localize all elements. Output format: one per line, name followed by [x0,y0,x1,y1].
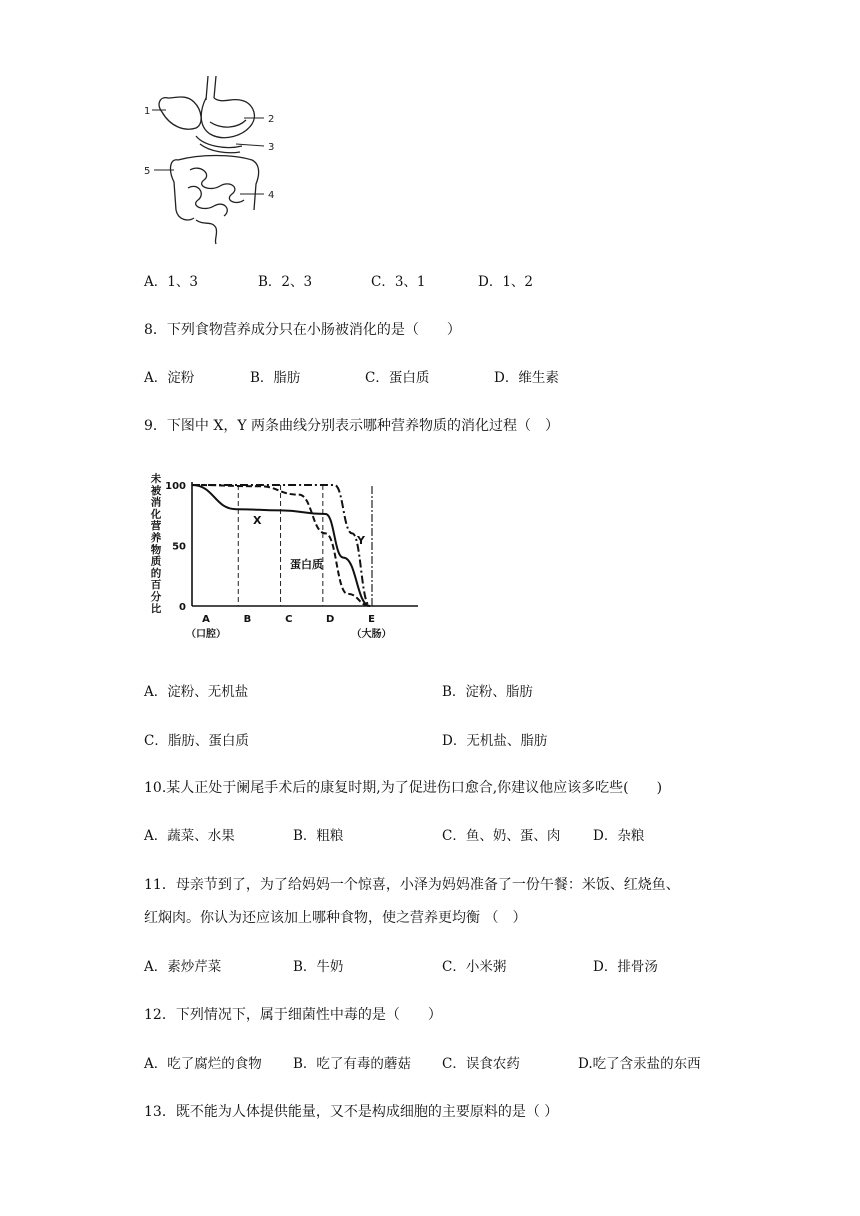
y-label-char: 养 [150,532,162,544]
y-label-char: 物 [150,543,162,556]
q9-option-d: D．无机盐、脂肪 [442,733,548,749]
x-category-note: （口腔） [186,629,226,640]
q11-option-b: B．牛奶 [293,959,344,975]
x-category-note: （大肠） [351,629,392,640]
q8-stem: 8．下列食物营养成分只在小肠被消化的是（ ） [144,322,461,338]
y-label-char: 的 [150,567,162,580]
q11-option-a: A．素炒芹菜 [144,959,222,975]
y-label-char: 被 [150,484,162,497]
q12-option-c: C．误食农药 [442,1056,520,1072]
q7-option-a: A．1、3 [144,274,198,290]
y-label-char: 分 [150,591,162,603]
q10-stem: 10.某人正处于阑尾手术后的康复时期,为了促进伤口愈合,你建议他应该多吃些( ) [144,780,663,796]
x-category-label: B [243,614,252,625]
y-tick-label: 0 [179,602,186,613]
y-label-char: 消 [150,496,162,509]
q9-stem: 9．下图中 X，Y 两条曲线分别表示哪种营养物质的消化过程（ ） [144,418,560,434]
q12-stem: 12．下列情况下，属于细菌性中毒的是（ ） [144,1007,442,1023]
digestive-system-diagram [140,70,290,245]
q7-option-b: B．2、3 [258,274,313,290]
q12-option-d: D.吃了含汞盐的东西 [578,1056,701,1072]
q10-option-a: A．蔬菜、水果 [144,828,235,844]
q12-option-a: A．吃了腐烂的食物 [144,1056,262,1072]
y-label-char: 百 [150,579,162,592]
y-axis-label [150,472,162,615]
q11-option-c: C．小米粥 [442,959,507,975]
y-label-char: 未 [150,473,162,485]
y-label-char: 化 [150,508,162,521]
q11-option-d: D．排骨汤 [593,959,658,975]
q13-stem: 13．既不能为人体提供能量，又不是构成细胞的主要原料的是（ ） [144,1104,559,1120]
q9-option-c: C．脂肪、蛋白质 [144,733,249,749]
x-category-label: A [202,614,210,625]
diagram-label-3: 3 [268,142,275,153]
q7-option-c: C．3、1 [371,274,426,290]
diagram-label-1: 1 [144,106,151,117]
y-tick-label: 100 [165,481,186,492]
y-tick-label: 50 [172,541,186,553]
q8-option-d: D．维生素 [494,370,559,386]
q12-option-b: B．吃了有毒的蘑菇 [293,1056,411,1072]
series-label-x: X [253,514,262,527]
diagram-label-5: 5 [144,166,151,177]
y-label-char: 质 [150,555,162,568]
x-category-label: C [285,614,293,625]
q9-option-a: A．淀粉、无机盐 [144,684,249,700]
q10-option-d: D．杂粮 [593,828,645,844]
q10-option-b: B．粗粮 [293,828,344,844]
q8-option-a: A．淀粉 [144,370,195,386]
series-label-protein: 蛋白质 [290,558,323,571]
y-label-char: 比 [150,602,162,615]
q10-option-c: C．鱼、奶、蛋、肉 [442,828,561,844]
q8-option-c: C．蛋白质 [365,370,430,386]
digestion-chart [140,468,430,648]
y-label-char: 营 [150,520,162,533]
q9-option-b: B．淀粉、脂肪 [442,684,533,700]
q8-option-b: B．脂肪 [250,370,301,386]
q11-stem-line2: 红焖肉。你认为还应该加上哪种食物，使之营养更均衡 （ ） [144,910,527,926]
x-category-label: E [368,614,375,625]
x-category-label: D [325,614,335,625]
series-label-y: Y [357,534,365,547]
q11-stem-line1: 11．母亲节到了，为了给妈妈一个惊喜，小泽为妈妈准备了一份午餐：米饭、红烧鱼、 [144,877,680,893]
diagram-label-2: 2 [268,114,275,125]
diagram-label-4: 4 [268,190,275,201]
q7-option-d: D．1、2 [478,274,534,290]
